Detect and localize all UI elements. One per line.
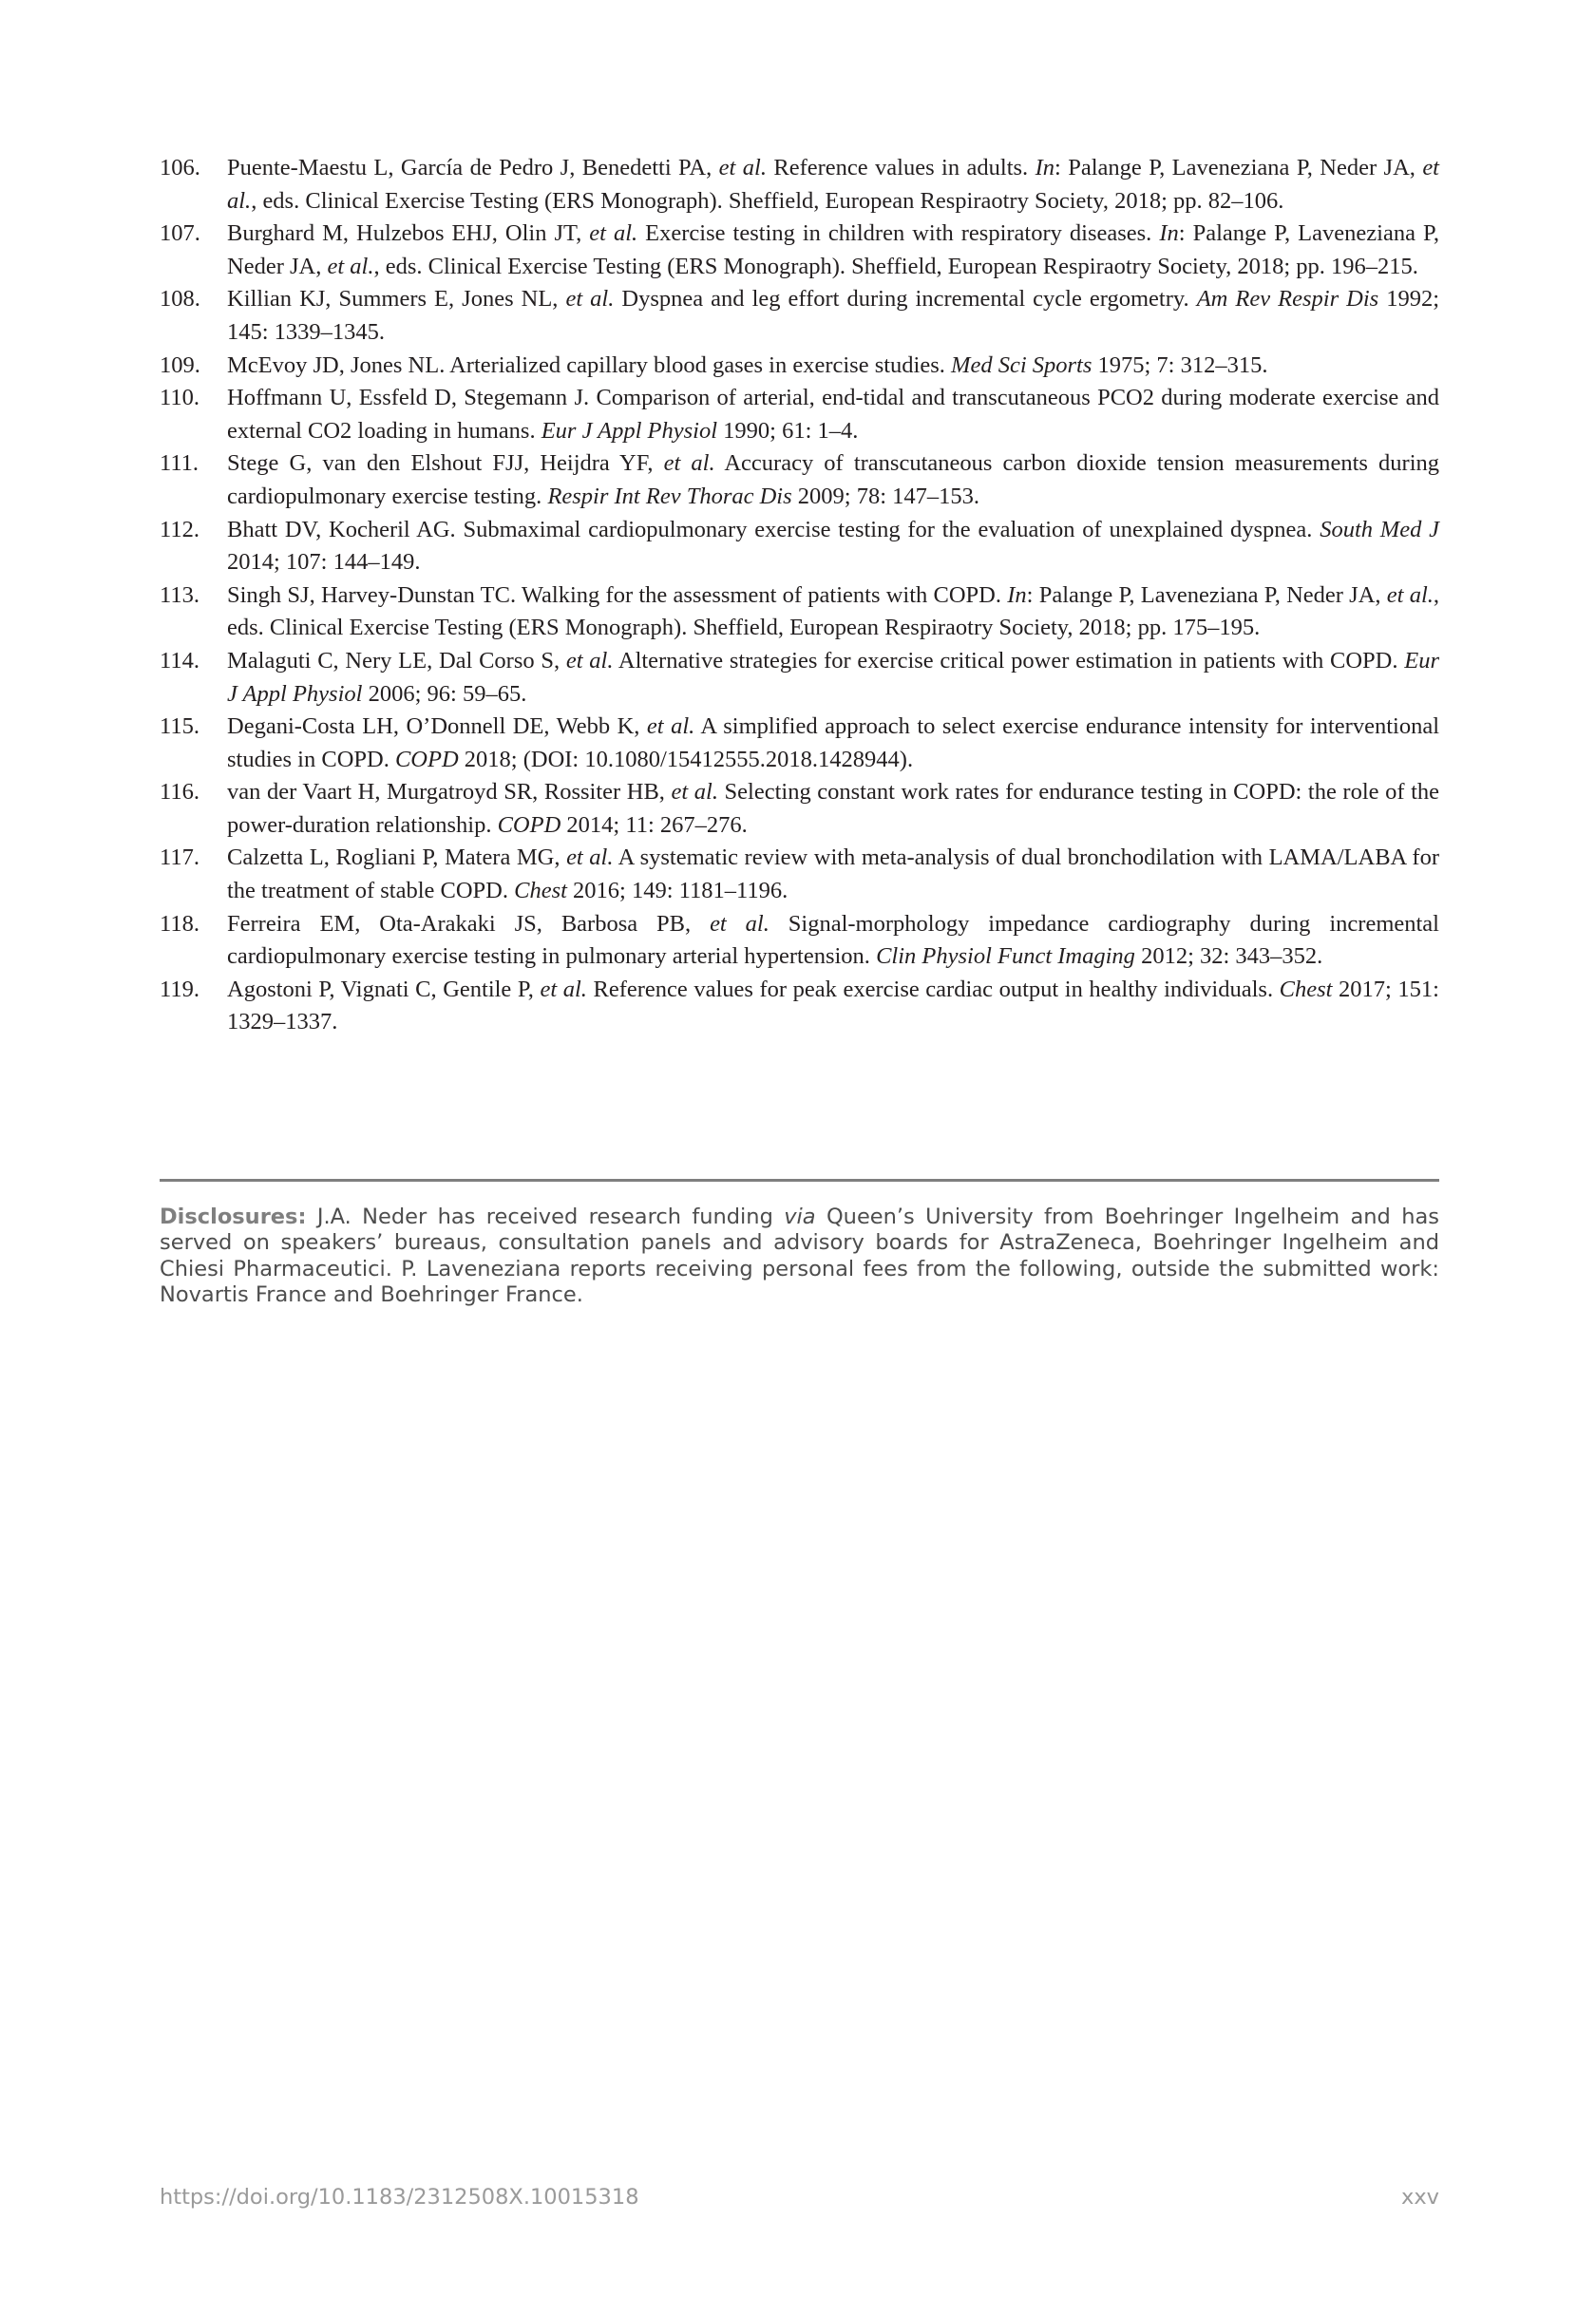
reference-segment: Signal-morphology impedance cardiography during incremental cardiopulmonary exercise testing in pulmonary arterial hypertension. xyxy=(227,910,1439,970)
reference-segment: : Palange P, Laveneziana P, Neder JA, xyxy=(1054,155,1423,180)
reference-item xyxy=(160,382,1439,447)
reference-number: 119. xyxy=(160,976,200,1002)
reference-text xyxy=(227,974,1439,1039)
reference-segment: 2018; (DOI: 10.1080/15412555.2018.1428944). xyxy=(458,746,914,772)
reference-text xyxy=(227,152,1439,218)
reference-number: 118. xyxy=(160,910,200,937)
reference-italic-segment: Chest xyxy=(514,878,567,904)
section-divider xyxy=(160,1179,1439,1182)
reference-italic-segment: et al. xyxy=(1386,581,1434,608)
reference-italic-segment: et al. xyxy=(227,155,1439,214)
reference-italic-segment: Clin Physiol Funct Imaging xyxy=(876,943,1135,970)
reference-text xyxy=(227,514,1439,579)
reference-item xyxy=(160,711,1439,776)
reference-segment: Hoffmann U, Essfeld D, Stegemann J. Comparison of arterial, end-tidal and transcutaneous PCO2 during moderate exercise and external CO2 loading in humans. xyxy=(227,385,1439,444)
reference-number: 114. xyxy=(160,647,200,674)
reference-text xyxy=(227,645,1439,711)
reference-number: 117. xyxy=(160,844,200,871)
reference-segment: Ferreira EM, Ota-Arakaki JS, Barbosa PB, xyxy=(227,910,711,937)
reference-segment: Stege G, van den Elshout FJJ, Heijdra YF, xyxy=(227,450,664,477)
reference-italic-segment: In xyxy=(1007,581,1027,608)
disclosures-text-before: J.A. Neder has received research funding xyxy=(306,1205,785,1229)
reference-italic-segment: et al. xyxy=(565,286,615,313)
reference-number: 112. xyxy=(160,516,200,542)
reference-number: 108. xyxy=(160,286,200,313)
reference-number: 106. xyxy=(160,155,200,180)
reference-segment: Agostoni P, Vignati C, Gentile P, xyxy=(227,976,541,1002)
reference-item xyxy=(160,842,1439,907)
reference-item xyxy=(160,283,1439,349)
reference-text xyxy=(227,283,1439,349)
reference-segment: Reference values for peak exercise cardiac output in healthy individuals. xyxy=(586,976,1280,1002)
reference-segment: 2014; 107: 144–149. xyxy=(227,549,421,576)
reference-segment: 1990; 61: 1–4. xyxy=(717,417,859,444)
reference-italic-segment: et al. xyxy=(565,647,614,674)
reference-segment: 2017; 151: 1329–1337. xyxy=(227,976,1439,1035)
reference-number: 116. xyxy=(160,779,200,806)
reference-segment: Malaguti C, Nery LE, Dal Corso S, xyxy=(227,647,566,674)
reference-italic-segment: COPD xyxy=(394,746,459,772)
reference-item xyxy=(160,579,1439,645)
reference-number: 113. xyxy=(160,581,200,608)
reference-number: 107. xyxy=(160,220,200,247)
reference-item xyxy=(160,350,1439,383)
reference-segment: Killian KJ, Summers E, Jones NL, xyxy=(227,286,566,313)
reference-item xyxy=(160,514,1439,579)
reference-italic-segment: et al. xyxy=(671,779,718,806)
reference-segment: , eds. Clinical Exercise Testing (ERS Monograph). Sheffield, European Respiraotry Society, 2018; pp. 82–106. xyxy=(251,187,1284,214)
reference-text xyxy=(227,908,1439,974)
reference-segment: Degani-Costa LH, O’Donnell DE, Webb K, xyxy=(227,713,647,740)
reference-segment: Dyspnea and leg effort during incremental cycle ergometry. xyxy=(614,286,1197,313)
reference-segment: 2012; 32: 343–352. xyxy=(1134,943,1323,970)
reference-segment: Accuracy of transcutaneous carbon dioxide tension measurements during cardiopulmonary exercise testing. xyxy=(227,450,1439,509)
reference-italic-segment: Chest xyxy=(1279,976,1333,1002)
reference-segment: Singh SJ, Harvey-Dunstan TC. Walking for the assessment of patients with COPD. xyxy=(227,581,1008,608)
reference-list xyxy=(160,152,1439,1039)
reference-segment: 2006; 96: 59–65. xyxy=(362,680,527,707)
reference-italic-segment: Eur J Appl Physiol xyxy=(227,647,1439,707)
disclosures-via: via xyxy=(784,1205,816,1229)
reference-item xyxy=(160,152,1439,218)
reference-segment: Burghard M, Hulzebos EHJ, Olin JT, xyxy=(227,220,590,247)
reference-item xyxy=(160,776,1439,842)
reference-item xyxy=(160,447,1439,513)
reference-item xyxy=(160,218,1439,283)
reference-italic-segment: et al. xyxy=(566,844,614,871)
disclosures-text-after: Queen’s University from Boehringer Ingelheim and has served on speakers’ bureaus, consultation panels and advisory boards for AstraZeneca, Boehringer Ingelheim and Chiesi Pharmaceutici. P. Laveneziana reports receiving personal fees from the following, outside the submitted work: Novartis France and Boehringer France. xyxy=(160,1205,1439,1308)
reference-text xyxy=(227,776,1439,842)
reference-number: 111. xyxy=(160,450,200,477)
reference-number: 115. xyxy=(160,713,200,740)
reference-text xyxy=(227,218,1439,283)
reference-text xyxy=(227,842,1439,907)
reference-text xyxy=(227,382,1439,447)
reference-italic-segment: Med Sci Sports xyxy=(951,351,1092,378)
reference-item xyxy=(160,908,1439,974)
reference-segment: 2009; 78: 147–153. xyxy=(791,483,980,509)
reference-segment: van der Vaart H, Murgatroyd SR, Rossiter HB, xyxy=(227,779,672,806)
reference-italic-segment: et al. xyxy=(663,450,715,477)
reference-italic-segment: et al. xyxy=(327,253,374,279)
reference-segment: Bhatt DV, Kocheril AG. Submaximal cardiopulmonary exercise testing for the evaluation of unexplained dyspnea. xyxy=(227,516,1320,542)
reference-text xyxy=(227,350,1439,383)
reference-italic-segment: et al. xyxy=(540,976,587,1002)
reference-italic-segment: COPD xyxy=(497,811,561,838)
reference-segment: Calzetta L, Rogliani P, Matera MG, xyxy=(227,844,567,871)
reference-text xyxy=(227,711,1439,776)
footer-doi-link[interactable]: https://doi.org/10.1183/2312508X.10015318 xyxy=(160,2185,639,2210)
reference-italic-segment: et al. xyxy=(646,713,695,740)
reference-segment: McEvoy JD, Jones NL. Arterialized capillary blood gases in exercise studies. xyxy=(227,351,952,378)
reference-item xyxy=(160,645,1439,711)
reference-italic-segment: In xyxy=(1035,155,1055,180)
reference-italic-segment: In xyxy=(1159,220,1179,247)
reference-segment: Reference values in adults. xyxy=(766,155,1036,180)
reference-segment: , eds. Clinical Exercise Testing (ERS Monograph). Sheffield, European Respiraotry Society, 2018; pp. 196–215. xyxy=(373,253,1418,279)
reference-italic-segment: Eur J Appl Physiol xyxy=(541,417,718,444)
reference-segment: 1992; 145: 1339–1345. xyxy=(227,286,1440,345)
reference-segment: Exercise testing in children with respiratory diseases. xyxy=(637,220,1160,247)
reference-segment: 1975; 7: 312–315. xyxy=(1092,351,1268,378)
disclosures-paragraph xyxy=(160,1205,1439,1309)
reference-italic-segment: Respir Int Rev Thorac Dis xyxy=(547,483,792,509)
reference-italic-segment: et al. xyxy=(589,220,638,247)
reference-segment: : Palange P, Laveneziana P, Neder JA, xyxy=(1026,581,1387,608)
footer-page-number: xxv xyxy=(1401,2185,1439,2210)
disclosures-label: Disclosures: xyxy=(160,1205,307,1229)
reference-segment: A systematic review with meta-analysis of dual bronchodilation with LAMA/LABA for the treatment of stable COPD. xyxy=(227,844,1439,904)
reference-segment: Puente-Maestu L, García de Pedro J, Benedetti PA, xyxy=(227,155,719,180)
reference-text xyxy=(227,579,1439,645)
reference-text xyxy=(227,447,1439,513)
reference-segment: A simplified approach to select exercise endurance intensity for interventional studies in COPD. xyxy=(227,713,1440,772)
reference-italic-segment: et al. xyxy=(718,155,767,180)
reference-segment: , eds. Clinical Exercise Testing (ERS Monograph). Sheffield, European Respiraotry Society, 2018; pp. 175–195. xyxy=(227,581,1439,641)
reference-segment: 2016; 149: 1181–1196. xyxy=(566,878,788,904)
reference-segment: Alternative strategies for exercise critical power estimation in patients with COPD. xyxy=(613,647,1405,674)
reference-number: 109. xyxy=(160,351,200,378)
reference-segment: : Palange P, Laveneziana P, Neder JA, xyxy=(227,220,1439,279)
reference-segment: 2014; 11: 267–276. xyxy=(560,811,748,838)
reference-italic-segment: South Med J xyxy=(1320,516,1439,542)
reference-italic-segment: et al. xyxy=(710,910,770,937)
reference-segment: Selecting constant work rates for endurance testing in COPD: the role of the power-duration relationship. xyxy=(227,779,1440,838)
reference-number: 110. xyxy=(160,385,200,411)
reference-item xyxy=(160,974,1439,1039)
reference-italic-segment: Am Rev Respir Dis xyxy=(1196,286,1379,313)
